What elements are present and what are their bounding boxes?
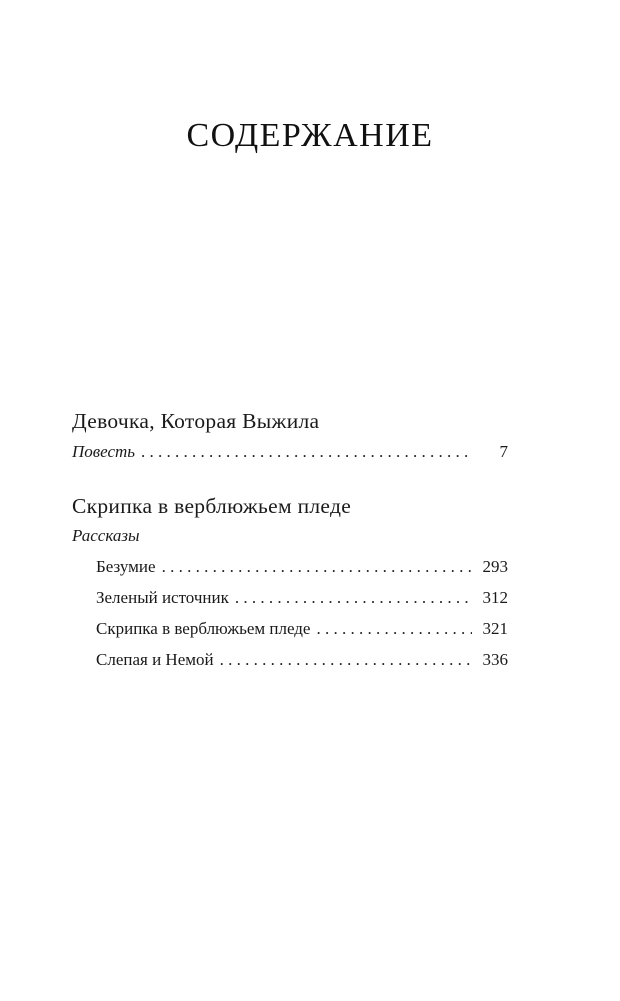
dot-leader [220,644,472,675]
toc-entry [72,644,508,675]
toc-entry-label: Безумие [96,557,156,576]
toc-entry [72,613,508,644]
toc-entry-label: Скрипка в верблюжьем пледе [96,619,311,638]
toc-entry-label: Повесть [72,442,136,461]
page-number: 321 [482,619,508,638]
toc-section-stories [72,491,508,675]
page-number: 312 [482,588,508,607]
dot-leader [141,436,472,467]
page-title: СОДЕРЖАНИЕ [186,117,434,154]
toc-entry [72,551,508,582]
toc-entry-label: Зеленый источник [96,588,229,607]
page-number: 336 [482,650,508,669]
toc-entry-novella [72,436,508,467]
dot-leader [235,582,472,613]
section-subtitle: Рассказы [72,526,140,545]
toc-entry [72,582,508,613]
section-title: Скрипка в верблюжьем пледе [72,494,352,518]
page-number: 293 [482,557,508,576]
dot-leader [316,613,472,644]
section-title: Девочка, Которая Выжила [72,409,320,433]
toc-section-novella [72,406,508,467]
toc-entry-label: Слепая и Немой [96,650,214,669]
dot-leader [162,551,472,582]
page-number: 7 [499,442,508,461]
